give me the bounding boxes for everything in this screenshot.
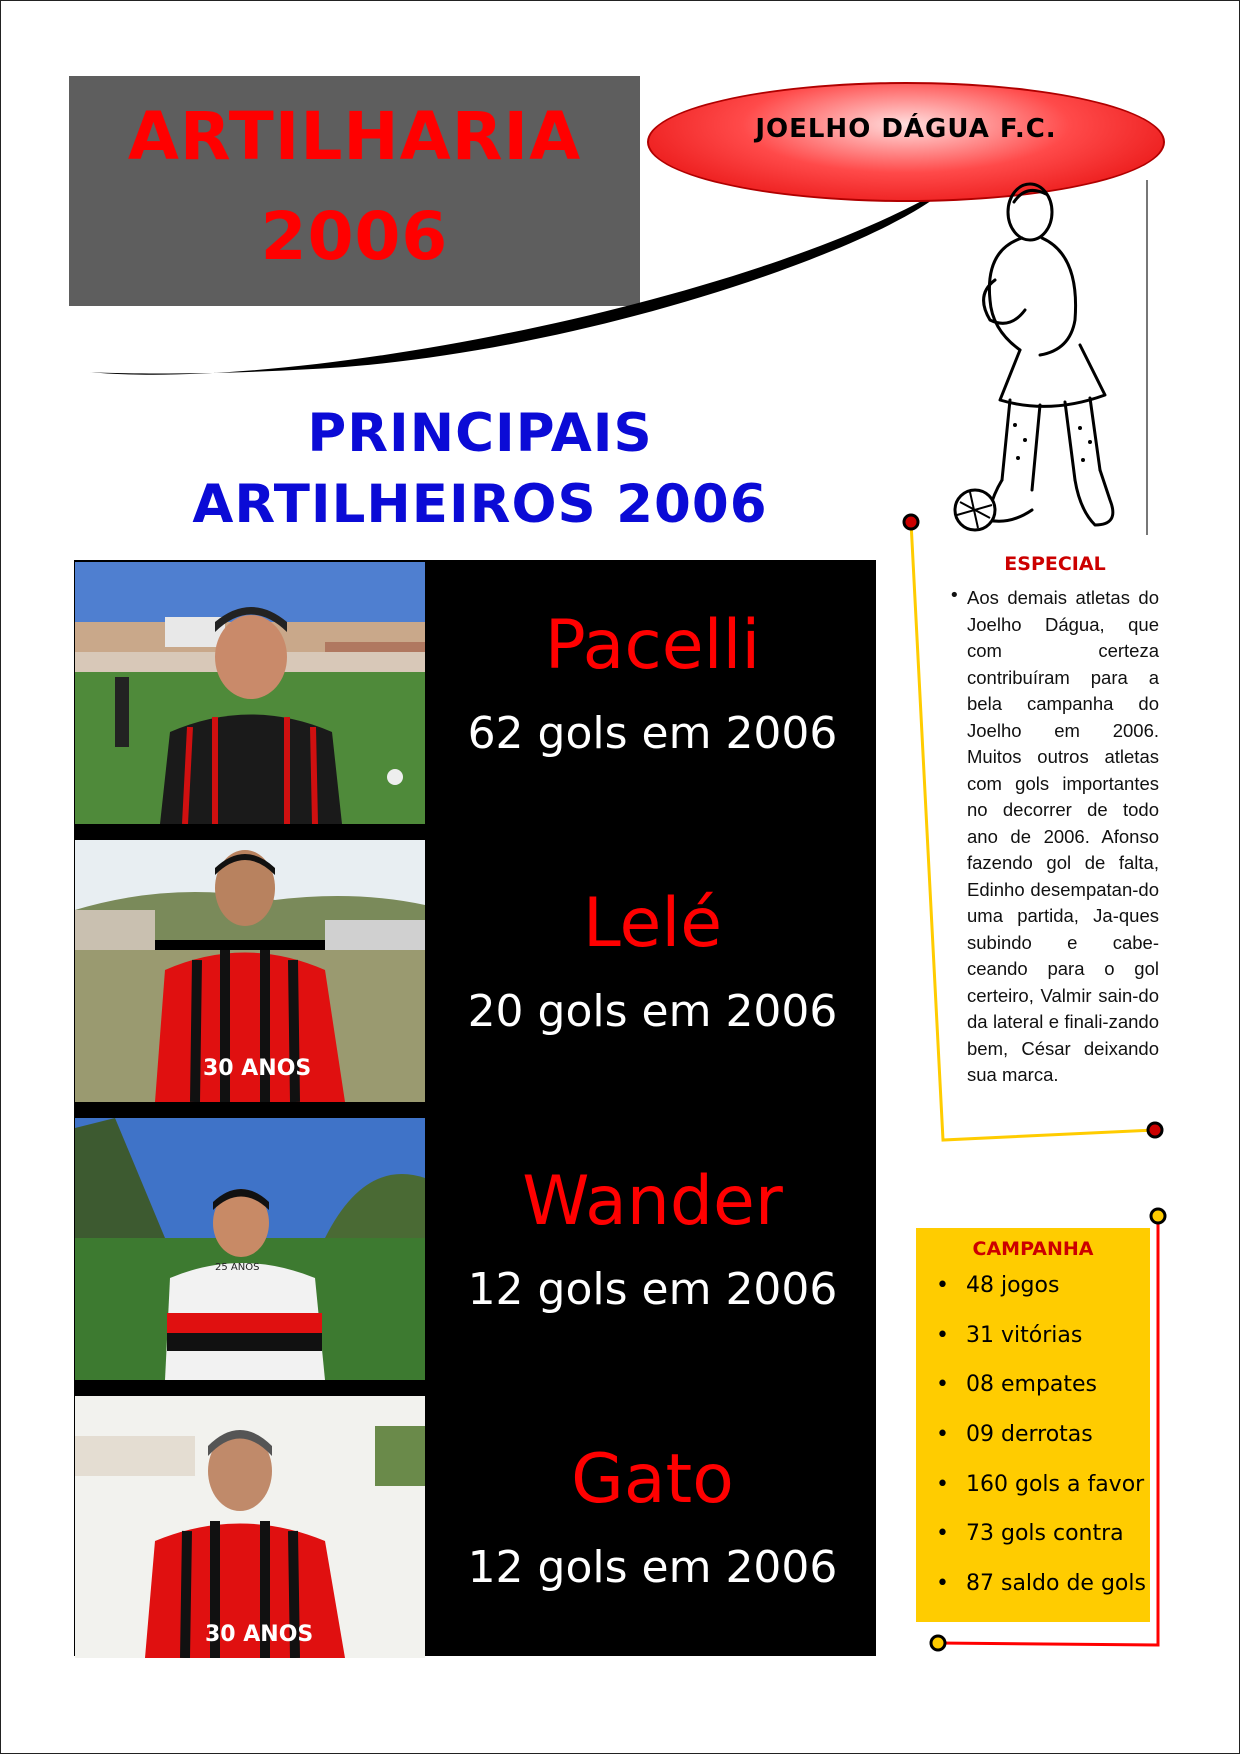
subtitle-line2: ARTILHEIROS 2006 <box>192 474 768 535</box>
main-title-line1: ARTILHARIA <box>127 98 582 175</box>
subtitle-line1: PRINCIPAIS <box>307 403 653 464</box>
jersey-text: 25 ANOS <box>215 1262 260 1273</box>
player-row <box>74 838 876 1100</box>
player-photo <box>75 1396 425 1658</box>
player-name: Gato <box>571 1440 734 1519</box>
list-item: • 09 derrotas <box>924 1422 1150 1472</box>
list-item: • 31 vitórias <box>924 1323 1150 1373</box>
club-name: JOELHO DÁGUA F.C. <box>755 114 1057 144</box>
especial-text: Aos demais atletas do Joelho Dágua, que com certeza contribuíram para a bela campanha do Joelho em 2006. Muitos outros atletas com gols importantes no decorrer de todo ano de 2006. Afonso fazendo gol de falta, Edinho desempatan-do uma partida, Ja-ques subindo e cabe-ceando para o gol certeiro, Valmir sain-do da lateral e finali-zando bem, César deixando sua marca. <box>967 587 1159 1085</box>
campanha-box <box>916 1228 1150 1622</box>
list-item: • 48 jogos <box>924 1273 1150 1323</box>
player-goals: 20 gols em 2006 <box>467 986 838 1037</box>
player-goals: 62 gols em 2006 <box>467 708 838 759</box>
list-item: • 87 saldo de gols <box>924 1571 1150 1621</box>
list-item: • 160 gols a favor <box>924 1472 1150 1522</box>
cartoon-player-illustration <box>930 180 1150 540</box>
campanha-title: CAMPANHA <box>972 1238 1094 1260</box>
player-photo <box>75 840 425 1102</box>
main-title-line2: 2006 <box>260 198 449 275</box>
player-name: Pacelli <box>544 606 761 685</box>
player-photo <box>75 562 425 824</box>
player-goals: 12 gols em 2006 <box>467 1542 838 1593</box>
players-panel <box>74 560 876 1656</box>
player-row <box>74 1116 876 1378</box>
player-row <box>74 1394 876 1656</box>
player-photo <box>75 1118 425 1380</box>
especial-title: ESPECIAL <box>1004 553 1106 575</box>
campanha-list <box>924 1273 1150 1621</box>
bullet-icon: • <box>949 585 960 606</box>
list-item: • 73 gols contra <box>924 1521 1150 1571</box>
jersey-text: 30 ANOS <box>205 1622 314 1647</box>
player-name: Lelé <box>582 884 723 963</box>
player-goals: 12 gols em 2006 <box>467 1264 838 1315</box>
player-row <box>74 560 876 822</box>
jersey-text: 30 ANOS <box>203 1056 312 1081</box>
list-item: • 08 empates <box>924 1372 1150 1422</box>
player-name: Wander <box>522 1162 783 1241</box>
